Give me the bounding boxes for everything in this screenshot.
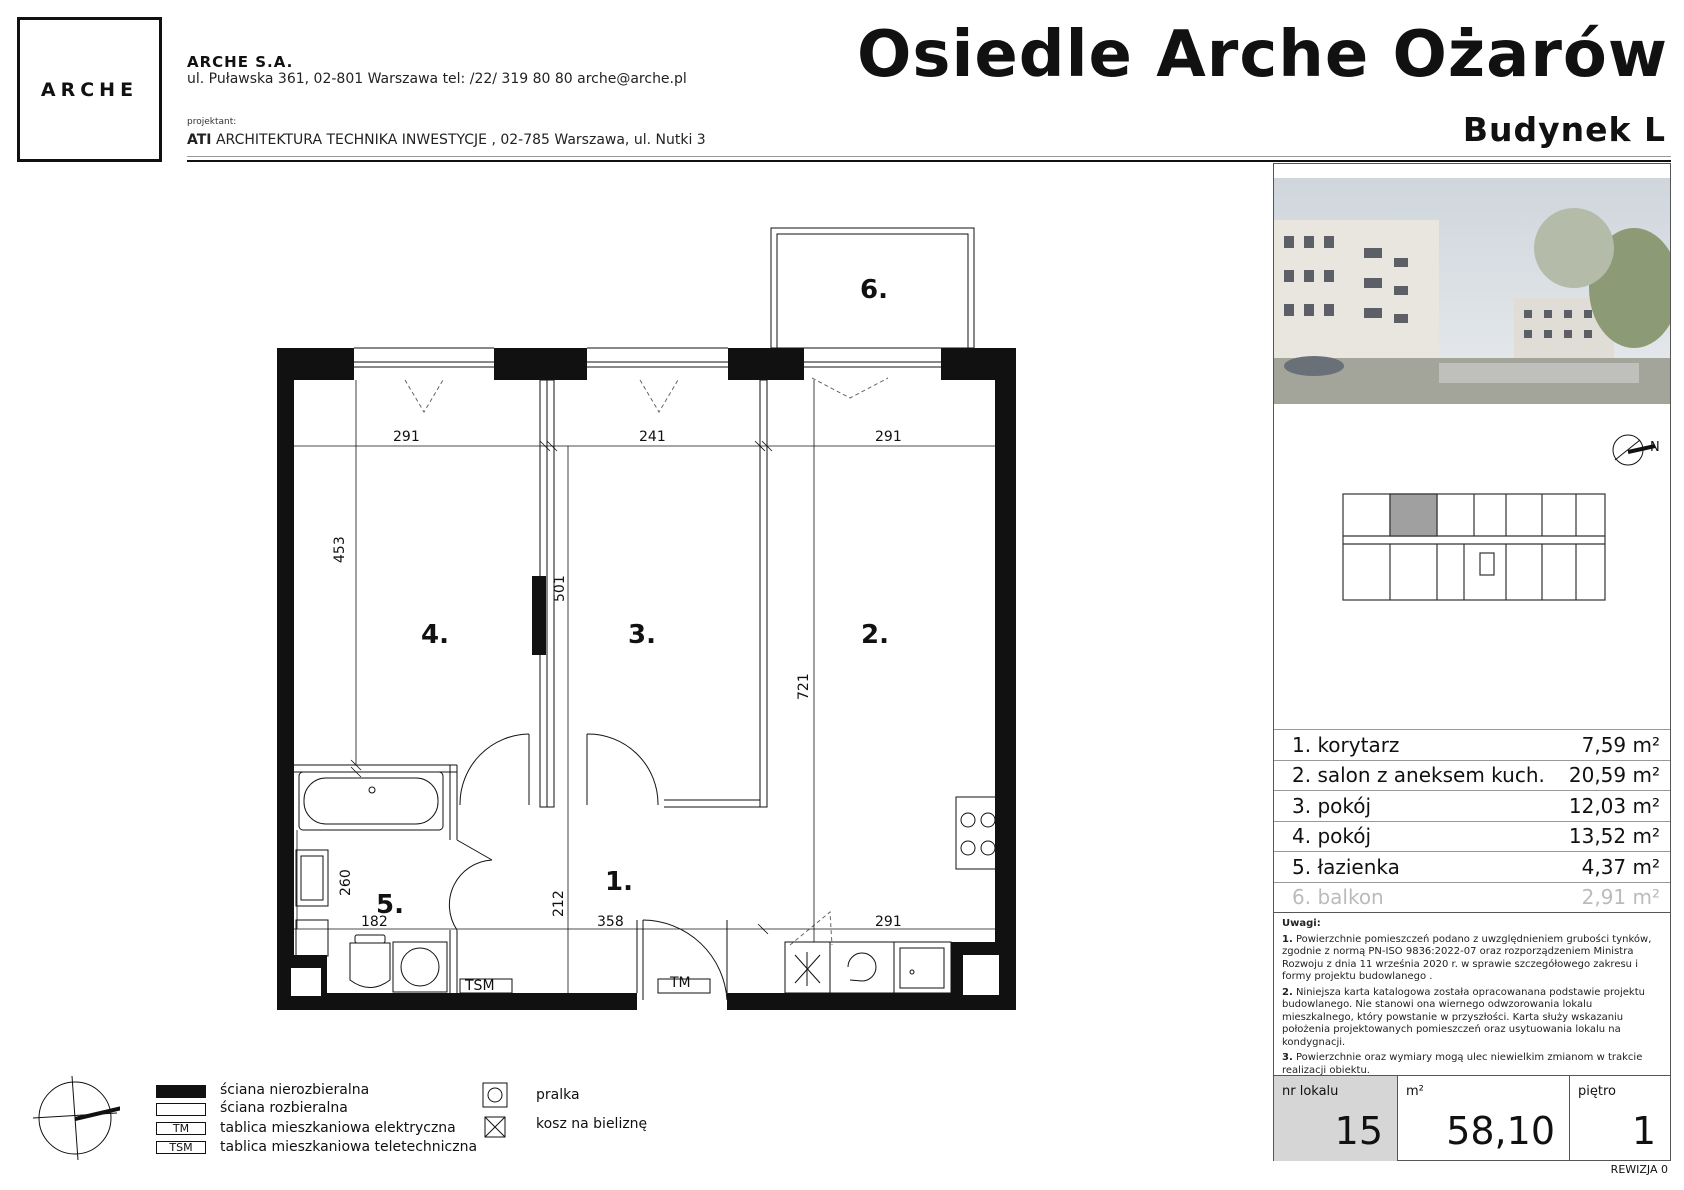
dimension-label: 358 xyxy=(597,914,624,930)
revision-label: REWIZJA 0 xyxy=(1610,1163,1668,1176)
designer-label: projektant: xyxy=(187,117,237,127)
area-value: 4,37 m² xyxy=(1581,854,1660,879)
room-label-2: 2. xyxy=(861,620,889,650)
area-row xyxy=(1274,760,1670,791)
legend-label: ściana nierozbieralna xyxy=(220,1082,370,1098)
notes-title: Uwagi: xyxy=(1282,918,1321,929)
area-name: 1. korytarz xyxy=(1292,732,1400,757)
room-label-4: 4. xyxy=(421,620,449,650)
area-value: 7,59 m² xyxy=(1581,732,1660,757)
building-subtitle: Budynek L xyxy=(1462,110,1666,149)
dimension-label: 260 xyxy=(338,869,354,896)
unit-number-cell xyxy=(1274,1076,1398,1161)
tm-label: TM xyxy=(670,975,691,991)
area-name: 5. łazienka xyxy=(1292,854,1400,879)
legend-label: pralka xyxy=(536,1087,580,1103)
area-value: 12,03 m² xyxy=(1568,793,1660,818)
dimension-label: 291 xyxy=(393,429,420,445)
area-value: 13,52 m² xyxy=(1568,824,1660,849)
unit-area: 58,10 xyxy=(1446,1109,1555,1153)
dimension-label: 182 xyxy=(361,914,388,930)
dimension-label: 212 xyxy=(551,890,567,917)
tsm-label: TSM xyxy=(465,978,495,994)
window-frames xyxy=(354,348,941,367)
note-item: 1. Powierzchnie pomieszczeń podano z uwzględnieniem grubości tynków, zgodnie z normą PN-ISO 9836:2022-07 oraz rozporządzeniem Ministra Rozwoju z dnia 11 września 2020 r. w sprawie szczegółowego zakresu i formy projektu budowlanego . xyxy=(1282,933,1652,982)
area-value: 20,59 m² xyxy=(1568,763,1660,788)
company-name: ARCHE S.A. xyxy=(187,53,294,71)
area-row xyxy=(1274,790,1670,821)
room-label-3: 3. xyxy=(628,620,656,650)
unit-number-label: nr lokalu xyxy=(1282,1084,1339,1099)
unit-summary xyxy=(1274,1075,1670,1161)
dimension-label: 241 xyxy=(639,429,666,445)
logo-text: ARCHE xyxy=(40,78,139,101)
area-row xyxy=(1274,821,1670,852)
window-swings xyxy=(405,378,888,945)
area-name: 4. pokój xyxy=(1292,824,1372,849)
designer-name: ATI xyxy=(187,132,212,148)
dimension-label: 291 xyxy=(875,429,902,445)
area-value: 2,91 m² xyxy=(1581,885,1660,910)
note-item: 2. Niniejsza karta katalogowa została opracowanana podstawie projektu budowlanego. Nie stanowi ona wiernego odwzorowania lokalu mieszkalnego, który powstanie w przyszłości. Karta służy wskazaniu położenia projektowanych pomieszczeń oraz usytuowania lokalu na kondygnacji. xyxy=(1282,986,1645,1048)
legend-label: ściana rozbieralna xyxy=(220,1100,348,1116)
building-key-plan xyxy=(1274,418,1670,728)
dimension-label: 501 xyxy=(552,575,568,602)
legend-label: tablica mieszkaniowa elektryczna xyxy=(220,1120,456,1136)
unit-number: 15 xyxy=(1334,1109,1383,1153)
designer-address: ARCHITEKTURA TECHNIKA INWESTYCJE , 02-785 Warszawa, ul. Nutki 3 xyxy=(211,132,706,148)
room-label-5: 5. xyxy=(376,890,404,920)
solid-wall-swatch xyxy=(156,1085,206,1098)
note-item: 3. Powierzchnie oraz wymiary mogą ulec niewielkim zmianom w trakcie realizacji obiektu. xyxy=(1282,1052,1643,1076)
room-label-1: 1. xyxy=(605,867,633,897)
north-label: N xyxy=(1650,440,1660,455)
washer-icon xyxy=(482,1082,508,1108)
area-name: 2. salon z aneksem kuch. xyxy=(1292,763,1545,788)
laundry-basket-icon xyxy=(482,1114,508,1140)
room-label-6: 6. xyxy=(860,275,888,305)
legend-label: tablica mieszkaniowa teletechniczna xyxy=(220,1139,478,1155)
page-title: Osiedle Arche Ożarów xyxy=(856,18,1668,92)
unit-area-cell xyxy=(1398,1076,1570,1161)
area-name: 3. pokój xyxy=(1292,793,1372,818)
building-render xyxy=(1274,178,1670,404)
unit-floor-cell xyxy=(1570,1076,1670,1161)
area-name: 6. balkon xyxy=(1292,885,1384,910)
notes xyxy=(1282,918,1666,1080)
dimension-label: 453 xyxy=(332,536,348,563)
compass-icon xyxy=(30,1073,120,1163)
area-row xyxy=(1274,851,1670,882)
area-table xyxy=(1274,729,1670,913)
unit-floor-label: piętro xyxy=(1578,1084,1616,1099)
tsm-swatch: TSM xyxy=(156,1141,206,1154)
unit-area-label: m² xyxy=(1406,1084,1424,1099)
legend-label: kosz na bieliznę xyxy=(536,1116,648,1132)
area-row xyxy=(1274,729,1670,760)
partition-walls xyxy=(294,380,767,993)
fixtures xyxy=(296,772,1000,993)
unit-floor: 1 xyxy=(1631,1109,1656,1153)
tm-swatch: TM xyxy=(156,1122,206,1135)
company-address: ul. Puławska 361, 02-801 Warszawa tel: /22/ 319 80 80 arche@arche.pl xyxy=(187,71,687,87)
partition-wall-swatch xyxy=(156,1103,206,1116)
dimension-label: 291 xyxy=(875,914,902,930)
unit-highlight xyxy=(1390,494,1437,536)
doors xyxy=(449,734,727,1000)
area-row xyxy=(1274,882,1670,914)
dimension-label: 721 xyxy=(796,673,812,700)
